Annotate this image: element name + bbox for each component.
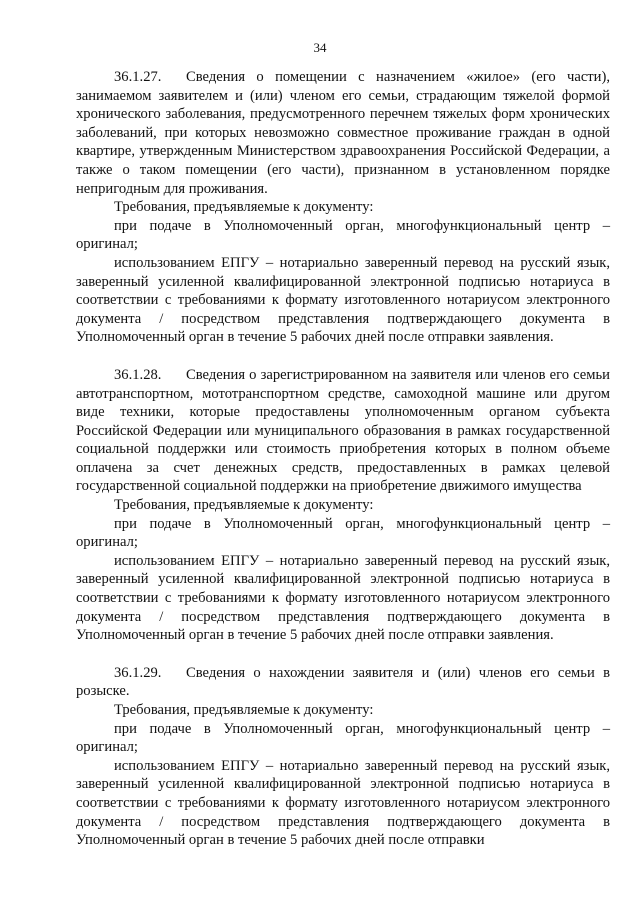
requirement-in-person: при подаче в Уполномоченный орган, многофункциональный центр – оригинал; — [76, 515, 610, 551]
requirement-in-person: при подаче в Уполномоченный орган, многофункциональный центр – оригинал; — [76, 217, 610, 253]
section-36-1-29 — [76, 664, 610, 850]
section-heading — [76, 664, 610, 701]
section-36-1-28 — [76, 366, 610, 645]
section-number: 36.1.29. — [114, 664, 162, 681]
requirements-label: Требования, предъявляемые к документу: — [114, 497, 374, 514]
section-number: 36.1.28. — [114, 366, 162, 383]
section-36-1-27 — [76, 68, 610, 347]
requirement-epgu: использованием ЕПГУ – нотариально заверенный перевод на русский язык, заверенный усиленной квалифицированной электронной подписью нотариуса в соответствии с требованиями к формату изготовленного нотариусом электронного документа / посредством представления подтверждающего документа в Уполномоченный орган в течение 5 рабочих дней после отправки заявления. — [76, 254, 610, 346]
requirement-in-person: при подаче в Уполномоченный орган, многофункциональный центр – оригинал; — [76, 720, 610, 756]
requirements-label: Требования, предъявляемые к документу: — [114, 199, 374, 216]
section-heading-text: Сведения о зарегистрированном на заявителя или членов его семьи автотранспортном, мототранспортном средстве, самоходной машине или другом виде техники, которые предоставлены уполномоченным органом субъекта Российской Федерации или муниципального образования в рамках государственной социальной поддержки или стоимость приобретения которых в полном объеме оплачена за счет денежных средств, предоставленных в рамках целевой государственной социальной поддержки на приобретение движимого имущества — [76, 366, 610, 495]
section-heading — [76, 366, 610, 496]
section-heading — [76, 68, 610, 198]
requirement-epgu: использованием ЕПГУ – нотариально заверенный перевод на русский язык, заверенный усиленной квалифицированной электронной подписью нотариуса в соответствии с требованиями к формату изготовленного нотариусом электронного документа / посредством представления подтверждающего документа в Уполномоченный орган в течение 5 рабочих дней после отправки — [76, 757, 610, 849]
document-body — [76, 68, 610, 850]
section-heading-text: Сведения о нахождении заявителя и (или) членов его семьи в розыске. — [76, 664, 610, 700]
section-heading-text: Сведения о помещении с назначением «жилое» (его части), занимаемом заявителем и (или) членом его семьи, страдающим тяжелой формой хронического заболевания, предусмотренного перечнем тяжелых форм хронических заболеваний, при которых невозможно совместное проживание граждан в одной квартире, утвержденным Министерством здравоохранения Российской Федерации, а также о таком помещении (его части), признанном в установленном порядке непригодным для проживания. — [76, 69, 610, 197]
page-number: 34 — [313, 40, 327, 55]
requirements-label: Требования, предъявляемые к документу: — [114, 702, 374, 718]
requirement-epgu: использованием ЕПГУ – нотариально заверенный перевод на русский язык, заверенный усиленной квалифицированной электронной подписью нотариуса в соответствии с требованиями к формату изготовленного нотариусом электронного документа / посредством представления подтверждающего документа в Уполномоченный орган в течение 5 рабочих дней после отправки заявления. — [76, 552, 610, 644]
section-number: 36.1.27. — [114, 69, 162, 85]
